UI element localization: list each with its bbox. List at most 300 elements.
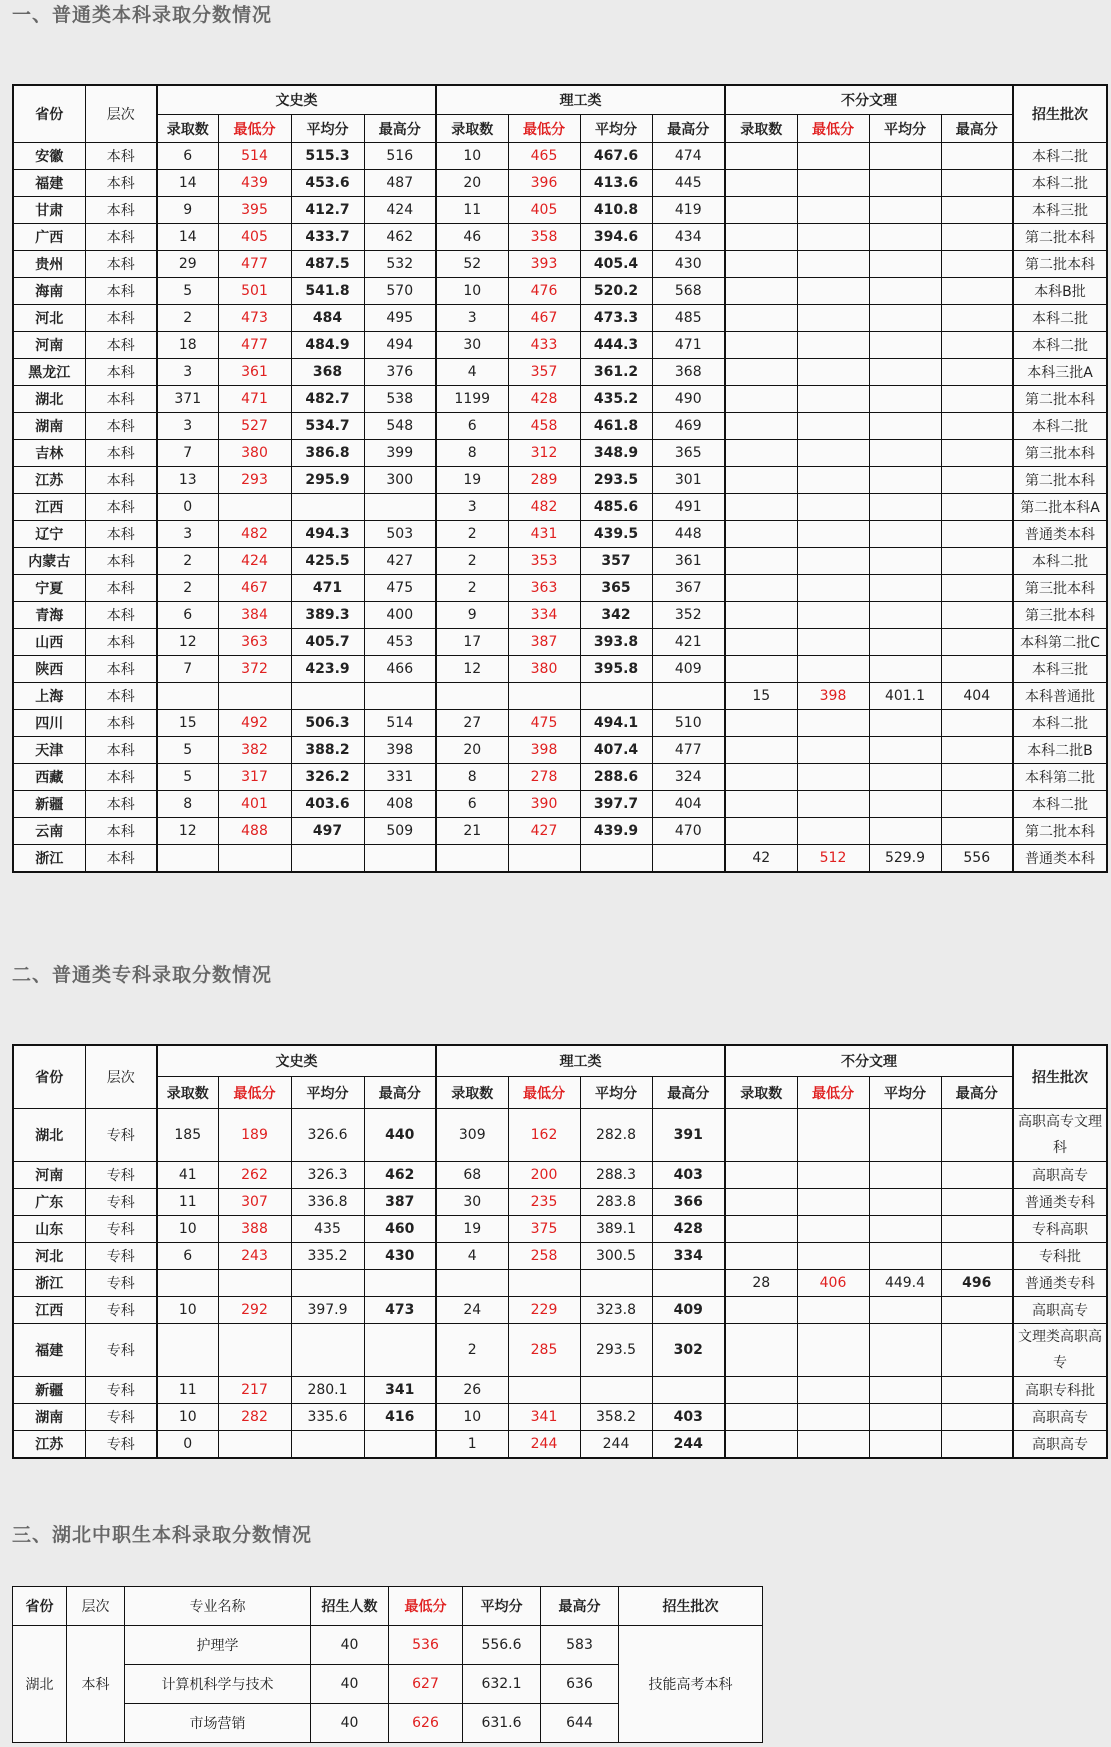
cell-ligong-max: 391 xyxy=(652,1109,725,1162)
cell-ligong-max: 301 xyxy=(652,467,725,494)
cell-wenshi-max: 430 xyxy=(364,1243,436,1270)
cell-ligong-avg: 439.9 xyxy=(580,818,652,845)
cell-batch: 本科二批 xyxy=(1013,332,1107,359)
cell-bufen-max xyxy=(941,710,1013,737)
cell-wenshi-min xyxy=(218,683,291,710)
cell-ligong-avg: 348.9 xyxy=(580,440,652,467)
cell-wenshi-min: 307 xyxy=(218,1189,291,1216)
cell-batch: 第二批本科 xyxy=(1013,251,1107,278)
cell-ligong-count: 17 xyxy=(436,629,508,656)
cell-wenshi-avg: 326.3 xyxy=(291,1162,364,1189)
table-row xyxy=(13,845,1107,873)
cell-bufen-count xyxy=(725,791,797,818)
cell-level: 本科 xyxy=(85,629,157,656)
cell-wenshi-avg: 403.6 xyxy=(291,791,364,818)
cell-batch: 本科三批 xyxy=(1013,656,1107,683)
cell-province: 福建 xyxy=(13,1324,85,1377)
cell-batch: 普通类本科 xyxy=(1013,521,1107,548)
cell-bufen-min xyxy=(797,1377,869,1404)
cell-level: 本科 xyxy=(85,413,157,440)
cell-batch: 普通类专科 xyxy=(1013,1189,1107,1216)
cell-wenshi-avg: 506.3 xyxy=(291,710,364,737)
cell-wenshi-max: 475 xyxy=(364,575,436,602)
cell-wenshi-max: 300 xyxy=(364,467,436,494)
cell-bufen-min: 398 xyxy=(797,683,869,710)
cell-bufen-count xyxy=(725,548,797,575)
section3-title: 三、湖北中职生本科录取分数情况 xyxy=(12,1524,313,1546)
cell-batch: 本科普通批 xyxy=(1013,683,1107,710)
cell-wenshi-avg: 541.8 xyxy=(291,278,364,305)
cell-wenshi-count: 0 xyxy=(157,494,218,521)
cell-level: 专科 xyxy=(85,1216,157,1243)
cell-province: 新疆 xyxy=(13,791,85,818)
cell-bufen-count xyxy=(725,575,797,602)
header-avg: 平均分 xyxy=(580,115,652,143)
cell-bufen-avg xyxy=(869,1431,941,1459)
cell-wenshi-min: 372 xyxy=(218,656,291,683)
cell-ligong-avg: 357 xyxy=(580,548,652,575)
cell-wenshi-count: 41 xyxy=(157,1162,218,1189)
cell-ligong-min: 427 xyxy=(508,818,580,845)
cell-bufen-avg xyxy=(869,1243,941,1270)
cell-bufen-max xyxy=(941,332,1013,359)
cell-ligong-avg: 413.6 xyxy=(580,170,652,197)
cell-wenshi-min: 477 xyxy=(218,332,291,359)
cell-bufen-count xyxy=(725,1404,797,1431)
header-count: 录取数 xyxy=(157,115,218,143)
cell-wenshi-max xyxy=(364,1270,436,1297)
cell-bufen-max xyxy=(941,791,1013,818)
cell-bufen-max xyxy=(941,737,1013,764)
cell-ligong-count: 19 xyxy=(436,467,508,494)
cell-wenshi-min: 527 xyxy=(218,413,291,440)
cell-bufen-min xyxy=(797,359,869,386)
cell-level: 本科 xyxy=(85,359,157,386)
cell-level: 本科 xyxy=(85,440,157,467)
cell-batch: 本科第二批 xyxy=(1013,764,1107,791)
table-row xyxy=(13,413,1107,440)
cell-wenshi-count xyxy=(157,1270,218,1297)
cell-wenshi-min xyxy=(218,1431,291,1459)
cell-bufen-max xyxy=(941,359,1013,386)
cell-bufen-min xyxy=(797,467,869,494)
cell-ligong-count: 27 xyxy=(436,710,508,737)
cell-bufen-avg xyxy=(869,1109,941,1162)
cell-bufen-avg xyxy=(869,494,941,521)
cell-ligong-min: 235 xyxy=(508,1189,580,1216)
cell-level: 本科 xyxy=(85,332,157,359)
cell-wenshi-min: 395 xyxy=(218,197,291,224)
cell-bufen-avg xyxy=(869,224,941,251)
cell-ligong-min: 428 xyxy=(508,386,580,413)
cell-wenshi-count: 10 xyxy=(157,1297,218,1324)
header-count: 录取数 xyxy=(436,1077,508,1109)
cell-wenshi-max: 487 xyxy=(364,170,436,197)
cell-bufen-min xyxy=(797,170,869,197)
cell-batch: 普通类专科 xyxy=(1013,1270,1107,1297)
cell-bufen-min xyxy=(797,1297,869,1324)
cell-province: 天津 xyxy=(13,737,85,764)
cell-ligong-count: 8 xyxy=(436,440,508,467)
cell-bufen-min xyxy=(797,1162,869,1189)
table-row xyxy=(13,1626,763,1665)
cell-level: 本科 xyxy=(85,548,157,575)
cell-ligong-min: 289 xyxy=(508,467,580,494)
table-row xyxy=(13,143,1107,170)
cell-bufen-count xyxy=(725,386,797,413)
cell-batch: 第三批本科 xyxy=(1013,575,1107,602)
cell-ligong-max: 403 xyxy=(652,1162,725,1189)
cell-level: 本科 xyxy=(85,170,157,197)
header-count: 录取数 xyxy=(157,1077,218,1109)
cell-bufen-max xyxy=(941,1216,1013,1243)
cell-wenshi-avg: 482.7 xyxy=(291,386,364,413)
cell-bufen-avg: 401.1 xyxy=(869,683,941,710)
cell-wenshi-avg: 453.6 xyxy=(291,170,364,197)
cell-bufen-max xyxy=(941,1431,1013,1459)
cell-ligong-count: 4 xyxy=(436,1243,508,1270)
cell-level: 本科 xyxy=(85,737,157,764)
cell-wenshi-avg: 336.8 xyxy=(291,1189,364,1216)
cell-wenshi-min xyxy=(218,845,291,873)
cell-bufen-max xyxy=(941,413,1013,440)
cell-ligong-avg: 342 xyxy=(580,602,652,629)
cell-bufen-avg xyxy=(869,197,941,224)
cell-bufen-min: 512 xyxy=(797,845,869,873)
cell-enrollment: 40 xyxy=(311,1704,389,1743)
cell-bufen-min xyxy=(797,278,869,305)
cell-bufen-min xyxy=(797,1431,869,1459)
cell-ligong-avg: 393.8 xyxy=(580,629,652,656)
cell-bufen-max: 404 xyxy=(941,683,1013,710)
cell-bufen-max xyxy=(941,1243,1013,1270)
cell-ligong-count: 11 xyxy=(436,197,508,224)
cell-max: 636 xyxy=(541,1665,619,1704)
cell-bufen-count xyxy=(725,1216,797,1243)
table-row xyxy=(13,548,1107,575)
table-row xyxy=(13,1270,1107,1297)
cell-wenshi-avg: 389.3 xyxy=(291,602,364,629)
cell-wenshi-count: 29 xyxy=(157,251,218,278)
table-row xyxy=(13,224,1107,251)
cell-ligong-avg: 461.8 xyxy=(580,413,652,440)
cell-ligong-min: 312 xyxy=(508,440,580,467)
table-row xyxy=(13,791,1107,818)
cell-ligong-max: 366 xyxy=(652,1189,725,1216)
cell-wenshi-min: 293 xyxy=(218,467,291,494)
cell-wenshi-count: 12 xyxy=(157,629,218,656)
cell-bufen-min xyxy=(797,440,869,467)
cell-wenshi-count: 8 xyxy=(157,791,218,818)
cell-province: 上海 xyxy=(13,683,85,710)
cell-ligong-min: 341 xyxy=(508,1404,580,1431)
cell-wenshi-avg xyxy=(291,1431,364,1459)
cell-batch: 高职高专 xyxy=(1013,1431,1107,1459)
cell-province: 江苏 xyxy=(13,1431,85,1459)
header-avg: 平均分 xyxy=(463,1587,541,1626)
cell-ligong-count: 20 xyxy=(436,737,508,764)
table-row xyxy=(13,764,1107,791)
cell-wenshi-max: 462 xyxy=(364,224,436,251)
cell-avg: 631.6 xyxy=(463,1704,541,1743)
cell-wenshi-avg: 405.7 xyxy=(291,629,364,656)
cell-bufen-min: 406 xyxy=(797,1270,869,1297)
cell-province: 青海 xyxy=(13,602,85,629)
cell-ligong-max: 365 xyxy=(652,440,725,467)
cell-ligong-max: 352 xyxy=(652,602,725,629)
cell-ligong-count: 10 xyxy=(436,278,508,305)
cell-level: 专科 xyxy=(85,1162,157,1189)
cell-ligong-count: 3 xyxy=(436,494,508,521)
cell-wenshi-min: 424 xyxy=(218,548,291,575)
header-min: 最低分 xyxy=(389,1587,463,1626)
cell-wenshi-avg xyxy=(291,683,364,710)
cell-ligong-count: 6 xyxy=(436,413,508,440)
cell-wenshi-count: 3 xyxy=(157,521,218,548)
cell-bufen-avg xyxy=(869,521,941,548)
cell-province: 四川 xyxy=(13,710,85,737)
cell-ligong-count: 30 xyxy=(436,332,508,359)
cell-wenshi-max xyxy=(364,1431,436,1459)
cell-bufen-max xyxy=(941,548,1013,575)
cell-ligong-min: 396 xyxy=(508,170,580,197)
cell-ligong-avg: 435.2 xyxy=(580,386,652,413)
table-row xyxy=(13,710,1107,737)
cell-wenshi-min: 243 xyxy=(218,1243,291,1270)
header-avg: 平均分 xyxy=(869,1077,941,1109)
cell-ligong-min: 405 xyxy=(508,197,580,224)
cell-wenshi-count: 10 xyxy=(157,1404,218,1431)
cell-level: 专科 xyxy=(85,1270,157,1297)
cell-ligong-max: 367 xyxy=(652,575,725,602)
cell-level: 本科 xyxy=(67,1626,125,1743)
cell-bufen-max xyxy=(941,1404,1013,1431)
cell-ligong-min xyxy=(508,683,580,710)
cell-wenshi-min: 473 xyxy=(218,305,291,332)
header-max: 最高分 xyxy=(541,1587,619,1626)
cell-level: 本科 xyxy=(85,764,157,791)
cell-bufen-min xyxy=(797,1324,869,1377)
cell-bufen-max xyxy=(941,1324,1013,1377)
cell-wenshi-min: 482 xyxy=(218,521,291,548)
cell-bufen-avg xyxy=(869,143,941,170)
cell-level: 本科 xyxy=(85,656,157,683)
cell-ligong-max: 568 xyxy=(652,278,725,305)
cell-level: 本科 xyxy=(85,845,157,873)
table-row xyxy=(13,1189,1107,1216)
table-row xyxy=(13,359,1107,386)
cell-ligong-count xyxy=(436,845,508,873)
cell-province: 湖南 xyxy=(13,413,85,440)
cell-ligong-max xyxy=(652,1377,725,1404)
header-group-ligong: 理工类 xyxy=(436,85,725,115)
cell-ligong-count: 19 xyxy=(436,1216,508,1243)
table-row xyxy=(13,575,1107,602)
cell-bufen-count xyxy=(725,251,797,278)
cell-bufen-min xyxy=(797,602,869,629)
cell-province: 河北 xyxy=(13,305,85,332)
cell-level: 本科 xyxy=(85,197,157,224)
cell-bufen-avg xyxy=(869,467,941,494)
cell-province: 湖北 xyxy=(13,1626,67,1743)
cell-bufen-max xyxy=(941,629,1013,656)
cell-wenshi-max: 331 xyxy=(364,764,436,791)
cell-major: 市场营销 xyxy=(125,1704,311,1743)
cell-wenshi-max xyxy=(364,494,436,521)
cell-ligong-min: 162 xyxy=(508,1109,580,1162)
cell-wenshi-min: 189 xyxy=(218,1109,291,1162)
cell-wenshi-max: 548 xyxy=(364,413,436,440)
cell-bufen-avg xyxy=(869,1377,941,1404)
cell-bufen-count xyxy=(725,143,797,170)
cell-wenshi-avg: 534.7 xyxy=(291,413,364,440)
cell-batch: 第二批本科 xyxy=(1013,224,1107,251)
cell-province: 新疆 xyxy=(13,1377,85,1404)
undergrad-score-table xyxy=(12,84,1108,873)
cell-batch: 专科批 xyxy=(1013,1243,1107,1270)
cell-bufen-min xyxy=(797,197,869,224)
cell-batch: 第二批本科A xyxy=(1013,494,1107,521)
cell-ligong-avg: 410.8 xyxy=(580,197,652,224)
cell-ligong-min: 200 xyxy=(508,1162,580,1189)
cell-ligong-min: 258 xyxy=(508,1243,580,1270)
cell-bufen-avg xyxy=(869,1162,941,1189)
cell-wenshi-avg: 515.3 xyxy=(291,143,364,170)
cell-level: 本科 xyxy=(85,494,157,521)
header-min: 最低分 xyxy=(508,1077,580,1109)
cell-ligong-max: 474 xyxy=(652,143,725,170)
cell-wenshi-avg: 423.9 xyxy=(291,656,364,683)
cell-wenshi-max: 387 xyxy=(364,1189,436,1216)
header-min: 最低分 xyxy=(218,1077,291,1109)
table-row xyxy=(13,467,1107,494)
cell-wenshi-max: 416 xyxy=(364,1404,436,1431)
table-row xyxy=(13,1404,1107,1431)
cell-province: 吉林 xyxy=(13,440,85,467)
cell-bufen-min xyxy=(797,251,869,278)
header-min: 最低分 xyxy=(218,115,291,143)
cell-ligong-count: 30 xyxy=(436,1189,508,1216)
cell-wenshi-avg: 335.6 xyxy=(291,1404,364,1431)
cell-batch: 本科二批 xyxy=(1013,413,1107,440)
cell-ligong-count: 52 xyxy=(436,251,508,278)
cell-ligong-max: 324 xyxy=(652,764,725,791)
cell-ligong-max: 445 xyxy=(652,170,725,197)
cell-wenshi-avg: 494.3 xyxy=(291,521,364,548)
cell-wenshi-min: 488 xyxy=(218,818,291,845)
cell-bufen-max xyxy=(941,521,1013,548)
cell-wenshi-count: 14 xyxy=(157,170,218,197)
cell-ligong-count: 68 xyxy=(436,1162,508,1189)
cell-province: 广东 xyxy=(13,1189,85,1216)
cell-bufen-min xyxy=(797,332,869,359)
cell-ligong-max xyxy=(652,1270,725,1297)
cell-bufen-count xyxy=(725,818,797,845)
cell-ligong-avg: 520.2 xyxy=(580,278,652,305)
cell-ligong-min: 465 xyxy=(508,143,580,170)
cell-province: 广西 xyxy=(13,224,85,251)
header-count: 录取数 xyxy=(725,115,797,143)
cell-bufen-count xyxy=(725,467,797,494)
cell-wenshi-count: 12 xyxy=(157,818,218,845)
cell-ligong-min: 433 xyxy=(508,332,580,359)
cell-wenshi-min: 401 xyxy=(218,791,291,818)
cell-ligong-avg: 288.6 xyxy=(580,764,652,791)
cell-bufen-max xyxy=(941,494,1013,521)
cell-bufen-max xyxy=(941,224,1013,251)
table-row xyxy=(13,494,1107,521)
cell-bufen-count: 28 xyxy=(725,1270,797,1297)
cell-ligong-min: 431 xyxy=(508,521,580,548)
cell-province: 宁夏 xyxy=(13,575,85,602)
cell-level: 本科 xyxy=(85,143,157,170)
cell-ligong-max: 244 xyxy=(652,1431,725,1459)
cell-province: 浙江 xyxy=(13,1270,85,1297)
cell-wenshi-avg: 471 xyxy=(291,575,364,602)
cell-bufen-count xyxy=(725,1324,797,1377)
cell-batch: 第二批本科 xyxy=(1013,467,1107,494)
cell-bufen-avg xyxy=(869,386,941,413)
cell-batch: 普通类本科 xyxy=(1013,845,1107,873)
cell-bufen-avg xyxy=(869,1324,941,1377)
header-batch: 招生批次 xyxy=(619,1587,763,1626)
cell-min: 536 xyxy=(389,1626,463,1665)
cell-ligong-avg: 293.5 xyxy=(580,1324,652,1377)
cell-bufen-max xyxy=(941,1297,1013,1324)
cell-ligong-count: 2 xyxy=(436,521,508,548)
cell-wenshi-min: 292 xyxy=(218,1297,291,1324)
cell-level: 本科 xyxy=(85,251,157,278)
cell-ligong-max: 409 xyxy=(652,1297,725,1324)
cell-wenshi-avg: 484.9 xyxy=(291,332,364,359)
cell-max: 583 xyxy=(541,1626,619,1665)
cell-ligong-avg: 395.8 xyxy=(580,656,652,683)
cell-wenshi-min: 361 xyxy=(218,359,291,386)
cell-province: 陕西 xyxy=(13,656,85,683)
cell-wenshi-avg xyxy=(291,845,364,873)
cell-bufen-count xyxy=(725,413,797,440)
cell-wenshi-max: 494 xyxy=(364,332,436,359)
cell-bufen-min xyxy=(797,575,869,602)
cell-ligong-min: 334 xyxy=(508,602,580,629)
cell-ligong-avg: 361.2 xyxy=(580,359,652,386)
cell-ligong-count: 1 xyxy=(436,1431,508,1459)
cell-wenshi-avg: 484 xyxy=(291,305,364,332)
cell-wenshi-max: 341 xyxy=(364,1377,436,1404)
cell-wenshi-max: 514 xyxy=(364,710,436,737)
cell-wenshi-max: 399 xyxy=(364,440,436,467)
cell-wenshi-max: 532 xyxy=(364,251,436,278)
header-group-ligong: 理工类 xyxy=(436,1045,725,1077)
cell-bufen-min xyxy=(797,710,869,737)
cell-ligong-min: 244 xyxy=(508,1431,580,1459)
cell-wenshi-max: 516 xyxy=(364,143,436,170)
cell-wenshi-max: 460 xyxy=(364,1216,436,1243)
cell-wenshi-max: 440 xyxy=(364,1109,436,1162)
cell-ligong-avg xyxy=(580,1377,652,1404)
cell-bufen-count: 42 xyxy=(725,845,797,873)
header-level: 层次 xyxy=(85,1045,157,1109)
cell-wenshi-count: 11 xyxy=(157,1377,218,1404)
cell-ligong-min: 380 xyxy=(508,656,580,683)
cell-wenshi-min: 492 xyxy=(218,710,291,737)
cell-ligong-count: 2 xyxy=(436,575,508,602)
cell-bufen-count: 15 xyxy=(725,683,797,710)
cell-ligong-min: 285 xyxy=(508,1324,580,1377)
cell-ligong-count: 46 xyxy=(436,224,508,251)
cell-ligong-count: 26 xyxy=(436,1377,508,1404)
cell-province: 江西 xyxy=(13,494,85,521)
